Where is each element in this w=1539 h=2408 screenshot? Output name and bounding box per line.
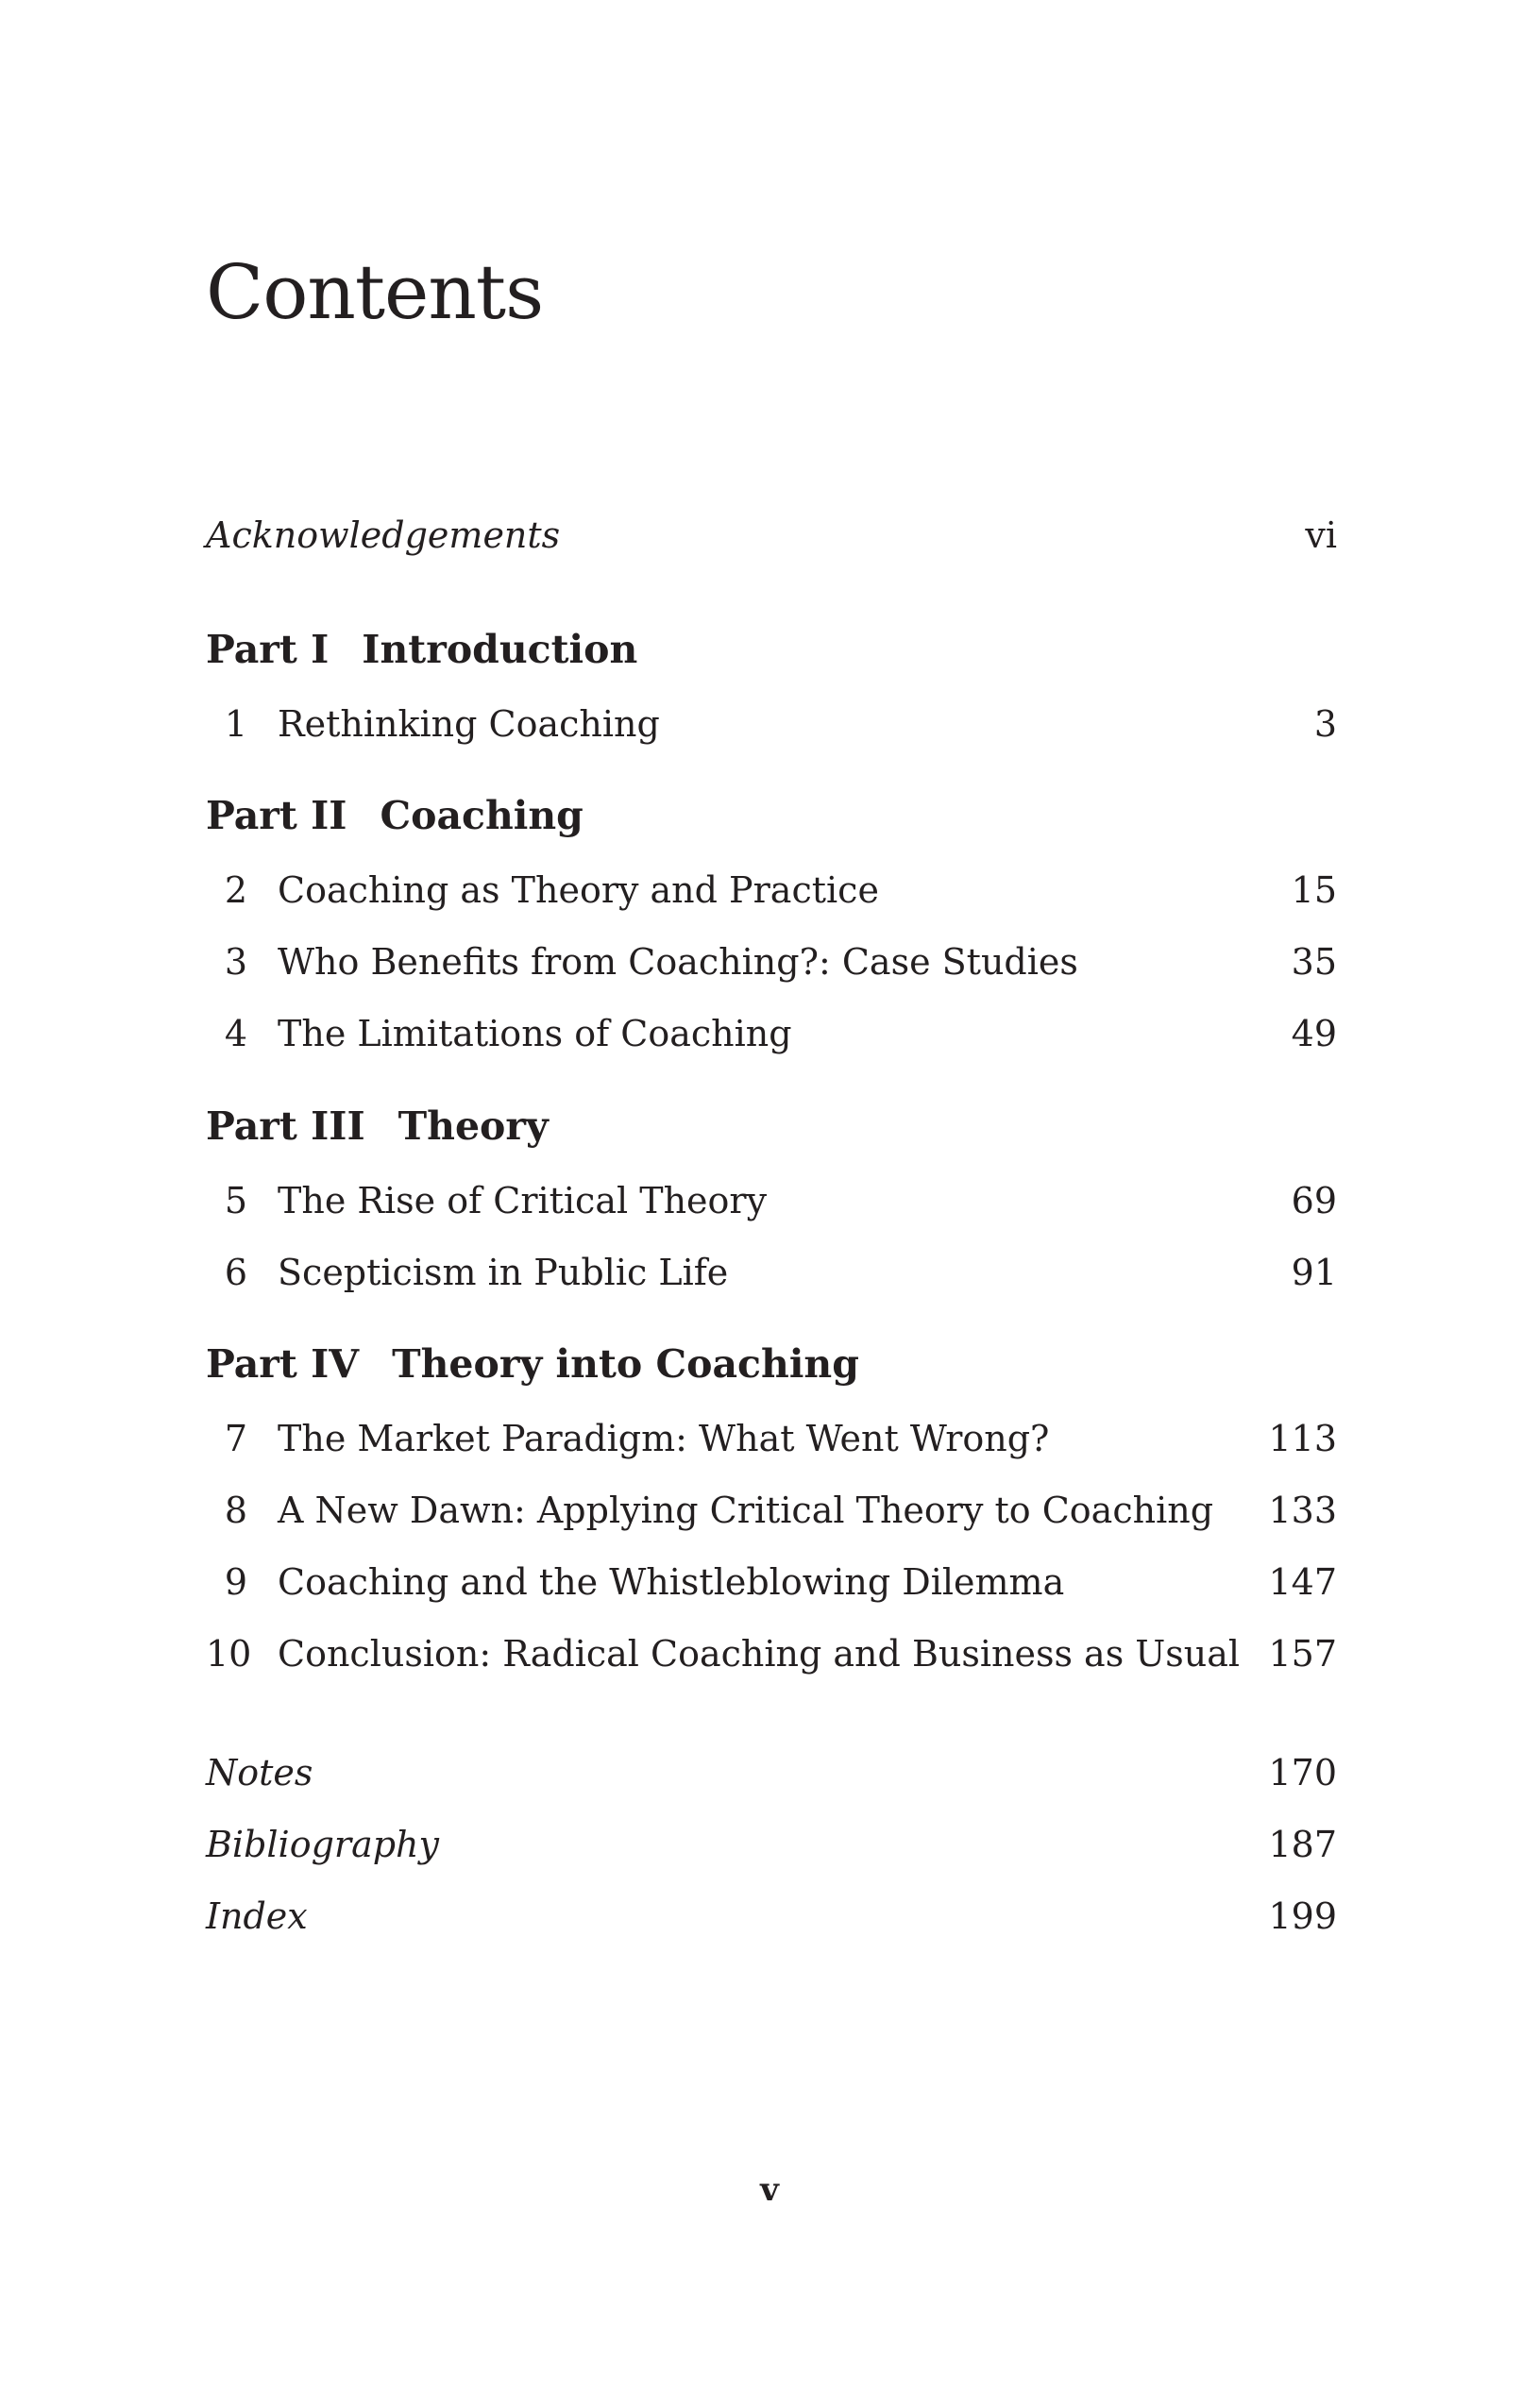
- toc-page-number: 35: [1291, 941, 1337, 983]
- toc-page-number: 69: [1291, 1180, 1337, 1221]
- toc-page-number: vi: [1305, 514, 1337, 556]
- toc-page-number: 199: [1268, 1895, 1337, 1937]
- toc-page-number: 170: [1268, 1752, 1337, 1793]
- chapter-title: Rethinking Coaching: [278, 703, 660, 745]
- part-heading-4: [206, 1341, 1337, 1387]
- chapter-title: Coaching and the Whistleblowing Dilemma: [278, 1561, 1065, 1603]
- part-number: Part II: [206, 793, 347, 838]
- toc-entry-chapter-7[interactable]: [206, 1418, 1337, 1459]
- toc-entry-label: Index: [206, 1895, 308, 1937]
- part-title: Theory: [397, 1103, 549, 1149]
- part-number: Part I: [206, 627, 330, 672]
- toc-entry-index[interactable]: [206, 1895, 1337, 1937]
- chapter-number: 4: [224, 1013, 247, 1054]
- part-number: Part IV: [206, 1341, 360, 1387]
- page-title: Contents: [206, 248, 544, 336]
- toc-page-number: 15: [1291, 869, 1337, 911]
- toc-entry-chapter-10[interactable]: [206, 1633, 1337, 1675]
- chapter-title: Conclusion: Radical Coaching and Business as Usual: [278, 1633, 1241, 1675]
- chapter-title: Who Benefits from Coaching?: Case Studies: [278, 941, 1078, 983]
- toc-entry-chapter-2[interactable]: [206, 869, 1337, 911]
- chapter-title: The Rise of Critical Theory: [278, 1180, 768, 1221]
- part-heading-3: [206, 1103, 1337, 1149]
- toc-entry-chapter-5[interactable]: [206, 1180, 1337, 1221]
- chapter-title: The Limitations of Coaching: [278, 1013, 792, 1054]
- part-title: Introduction: [362, 627, 638, 672]
- part-number: Part III: [206, 1103, 365, 1149]
- toc-entry-bibliography[interactable]: [206, 1824, 1337, 1865]
- chapter-number: 8: [224, 1490, 247, 1531]
- toc-page-number: 147: [1268, 1561, 1337, 1603]
- chapter-number: 10: [206, 1633, 252, 1675]
- part-title: Coaching: [380, 793, 583, 838]
- toc-entry-label: Acknowledgements: [206, 514, 561, 556]
- toc-entry-chapter-6[interactable]: [206, 1252, 1337, 1293]
- chapter-title: Scepticism in Public Life: [278, 1252, 729, 1293]
- toc-page-number: 49: [1291, 1013, 1337, 1054]
- toc-entry-acknowledgements[interactable]: [206, 514, 1337, 556]
- chapter-title: Coaching as Theory and Practice: [278, 869, 879, 911]
- toc-entry-chapter-4[interactable]: [206, 1013, 1337, 1054]
- chapter-number: 5: [224, 1180, 247, 1221]
- toc-page-number: 3: [1313, 703, 1337, 745]
- page-folio: v: [760, 2171, 779, 2209]
- toc-page-number: 91: [1291, 1252, 1337, 1293]
- toc-page-number: 157: [1268, 1633, 1337, 1675]
- toc-entry-label: Notes: [206, 1752, 313, 1793]
- toc-entry-chapter-1[interactable]: [206, 703, 1337, 745]
- toc-page-number: 187: [1268, 1824, 1337, 1865]
- toc-entry-chapter-3[interactable]: [206, 941, 1337, 983]
- chapter-number: 7: [224, 1418, 247, 1459]
- toc-entry-notes[interactable]: [206, 1752, 1337, 1793]
- part-heading-1: [206, 627, 1337, 672]
- part-heading-2: [206, 793, 1337, 838]
- toc-entry-label: Bibliography: [206, 1824, 439, 1865]
- toc-entry-chapter-8[interactable]: [206, 1490, 1337, 1531]
- toc-entry-chapter-9[interactable]: [206, 1561, 1337, 1603]
- part-title: Theory into Coaching: [392, 1341, 859, 1387]
- chapter-number: 9: [224, 1561, 247, 1603]
- chapter-title: A New Dawn: Applying Critical Theory to Coaching: [278, 1490, 1214, 1531]
- toc-page-number: 113: [1268, 1418, 1337, 1459]
- chapter-title: The Market Paradigm: What Went Wrong?: [278, 1418, 1050, 1459]
- chapter-number: 6: [224, 1252, 247, 1293]
- chapter-number: 2: [224, 869, 247, 911]
- toc-page-number: 133: [1268, 1490, 1337, 1531]
- chapter-number: 3: [224, 941, 247, 983]
- chapter-number: 1: [224, 703, 247, 745]
